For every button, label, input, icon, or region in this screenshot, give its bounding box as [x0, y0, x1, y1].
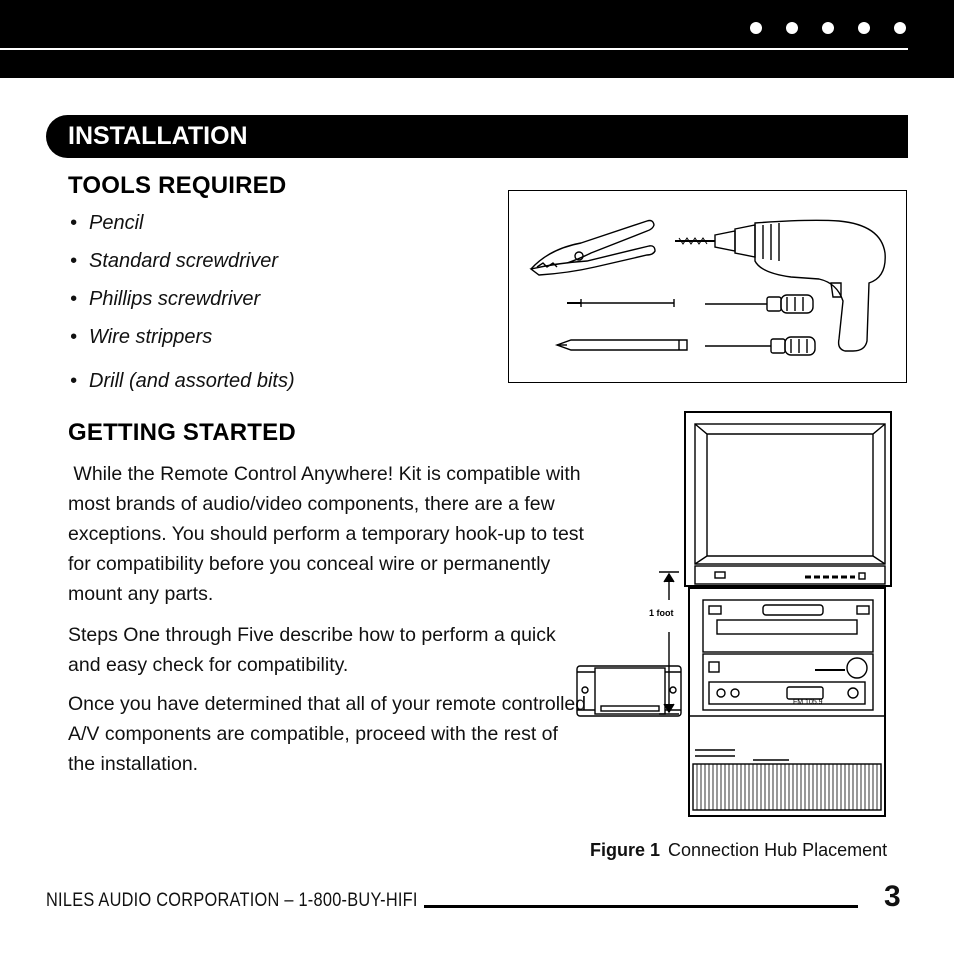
phillips-screwdriver-icon [705, 295, 813, 313]
tool-item: • Phillips screwdriver [70, 288, 260, 311]
footer-company: NILES AUDIO CORPORATION – 1-800-BUY-HIFI [46, 890, 418, 911]
television-icon [685, 412, 891, 586]
getting-started-paragraph: While the Remote Control Anywhere! Kit is compatible with most brands of audio/video components, there are a few exceptions. You should perform a temporary hook-up to test for compatibility before you conceal wire or permanently mount any parts. [68, 463, 584, 605]
connection-hub-figure [575, 410, 895, 820]
header-bar [0, 0, 954, 78]
header-dot [786, 22, 798, 34]
figure-caption-text: Connection Hub Placement [668, 840, 888, 860]
header-dots [750, 22, 906, 34]
tools-drawing [509, 191, 905, 381]
header-dot [858, 22, 870, 34]
dimension-indicator [659, 572, 679, 714]
figure-label: Figure 1 [590, 840, 661, 860]
header-dot [822, 22, 834, 34]
section-header [46, 115, 908, 158]
drill-icon [675, 220, 885, 351]
tool-item: • Wire strippers [70, 326, 212, 349]
dimension-label: 1 foot [649, 608, 674, 618]
cabinet-icon [689, 588, 885, 816]
tool-item: • Pencil [70, 212, 144, 235]
page-number: 3 [884, 880, 901, 913]
tool-item: • Standard screwdriver [70, 250, 278, 273]
tuner-display-readout: FM 105.9 [793, 699, 823, 706]
getting-started-heading: GETTING STARTED [68, 419, 296, 446]
figure-caption [590, 840, 887, 861]
pencil-icon [557, 340, 687, 350]
section-title: INSTALLATION [68, 122, 248, 150]
footer-rule [424, 905, 858, 908]
getting-started-paragraph: Once you have determined that all of your remote controlled A/V components are compatible, proceed with the rest of the installation. [68, 693, 587, 775]
screwdriver-icon [705, 337, 815, 355]
tools-illustration [508, 190, 907, 383]
av-cabinet-drawing [575, 410, 895, 820]
tool-item: • Drill (and assorted bits) [70, 370, 295, 393]
header-rule [0, 48, 908, 50]
header-dot [894, 22, 906, 34]
tools-heading: TOOLS REQUIRED [68, 172, 287, 199]
connection-hub-icon [577, 666, 681, 716]
header-dot [750, 22, 762, 34]
wire-strippers-icon [531, 221, 655, 276]
getting-started-paragraph: Steps One through Five describe how to perform a quick and easy check for compatibility. [68, 624, 556, 676]
standard-screwdriver-icon [567, 299, 674, 307]
